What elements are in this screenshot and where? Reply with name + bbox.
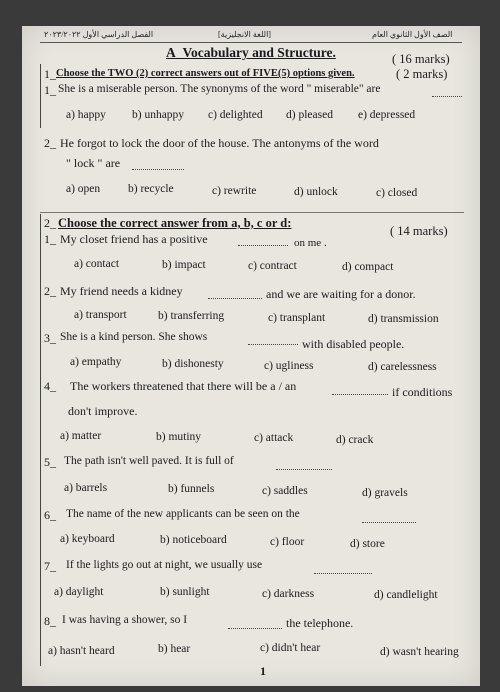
answer-blank (332, 386, 388, 395)
q1-item-2-option-b: b) recycle (128, 183, 174, 195)
q2-item-2-option-a: a) transport (74, 309, 127, 321)
q1-item-2-option-a: a) open (66, 183, 101, 195)
q2-item-3-number: 3_ (44, 331, 56, 345)
q2-item-6-option-c: c) floor (270, 536, 305, 548)
section-title: A_Vocabulary and Structure. (166, 45, 336, 60)
q2-item-2-option-d: d) transmission (368, 313, 439, 325)
q1-item-1-option-c: c) delighted (208, 109, 263, 121)
q1-item-2-number: 2_ (44, 136, 56, 150)
q2-item-2-number: 2_ (44, 284, 56, 298)
answer-blank (228, 620, 282, 629)
answer-blank (132, 161, 184, 170)
answer-blank (208, 290, 262, 299)
q2-item-4-option-d: d) crack (336, 434, 374, 446)
q1-margin-line (40, 64, 41, 128)
q2-item-2-option-b: b) transferring (158, 310, 225, 322)
q2-item-8-option-c: c) didn't hear (260, 642, 321, 654)
q1-item-1-option-d: d) pleased (286, 109, 333, 121)
header-divider (40, 42, 462, 43)
q2-item-4-number: 4_ (44, 379, 56, 393)
q2-item-3-stem: She is a kind person. She shows (60, 331, 208, 343)
q2-item-1-option-b: b) impact (162, 259, 206, 271)
q2-item-3-stem-end: with disabled people. (302, 337, 405, 351)
q1-item-1-option-e: e) depressed (358, 109, 416, 121)
q1-item-2-option-e: c) closed (376, 187, 418, 199)
q2-item-7-stem: If the lights go out at night, we usually use (66, 559, 263, 571)
page-number: 1 (260, 664, 266, 678)
q2-item-4-stem: The workers threatened that there will be a / an (70, 379, 297, 393)
header-grade: الصف الأول الثانوي العام (372, 30, 453, 39)
q2-item-8-stem-end: the telephone. (286, 616, 354, 630)
q2-number: 2_ (44, 216, 56, 230)
q2-item-1-number: 1_ (44, 232, 56, 246)
answer-blank (314, 565, 372, 574)
q2-item-7-number: 7_ (44, 559, 56, 573)
q2-item-6-option-d: d) store (350, 538, 385, 550)
q2-marks: ( 14 marks) (390, 224, 448, 238)
q1-item-1-option-b: b) unhappy (132, 109, 185, 121)
q2-item-4-stem-end: if conditions (392, 385, 453, 399)
q2-item-6-number: 6_ (44, 508, 56, 522)
q1-marks: ( 2 marks) (396, 67, 448, 81)
q2-item-5-number: 5_ (44, 455, 56, 469)
q2-item-1-option-c: c) contract (248, 260, 297, 272)
q2-instruction: Choose the correct answer from a, b, c or d: (58, 216, 292, 230)
q1-instruction: Choose the TWO (2) correct answers out of FIVE(5) options given. (56, 68, 355, 79)
q2-item-2-stem-end: and we are waiting for a donor. (266, 287, 416, 301)
q2-item-3-option-b: b) dishonesty (162, 358, 224, 370)
q2-item-5-stem: The path isn't well paved. It is full of (64, 455, 234, 467)
q1-item-1-option-a: a) happy (66, 109, 106, 121)
q1-item-2-option-d: d) unlock (294, 186, 338, 198)
q2-item-3-option-a: a) empathy (70, 356, 122, 368)
section-divider (40, 212, 464, 213)
header-subject: [اللغة الانجليزية] (218, 30, 271, 39)
q1-item-2-stem: He forgot to lock the door of the house. The antonyms of the word (60, 136, 379, 150)
q2-item-5-option-b: b) funnels (168, 483, 215, 495)
q2-item-4-option-b: b) mutiny (156, 431, 202, 443)
q2-item-7-option-b: b) sunlight (160, 586, 210, 598)
q2-item-1-option-a: a) contact (74, 258, 120, 270)
q2-item-2-option-c: c) transplant (268, 312, 326, 324)
q2-item-4-stem-cont: don't improve. (68, 404, 138, 418)
exam-page (22, 26, 480, 686)
q2-item-1-option-d: d) compact (342, 261, 394, 273)
q2-item-5-option-c: c) saddles (262, 485, 308, 497)
q2-item-3-option-c: c) ugliness (264, 360, 314, 372)
q2-item-6-option-b: b) noticeboard (160, 534, 227, 546)
header-term: الفصل الدراسي الأول ٢٠٢٣/٢٠٢٢ (44, 30, 154, 39)
q2-item-8-option-a: a) hasn't heard (48, 645, 115, 657)
q2-margin-line (40, 214, 41, 666)
q2-item-3-option-d: d) carelessness (368, 361, 437, 373)
q1-item-1-stem: She is a miserable person. The synonyms of the word " miserable" are (58, 83, 381, 95)
q2-item-7-option-d: d) candlelight (374, 589, 438, 601)
q1-item-1-number: 1_ (44, 83, 56, 97)
answer-blank (432, 88, 462, 97)
section-marks: ( 16 marks) (392, 52, 450, 66)
answer-blank (248, 336, 298, 345)
q2-item-7-option-c: c) darkness (262, 588, 315, 600)
q2-item-2-stem: My friend needs a kidney (60, 284, 183, 298)
answer-blank (276, 461, 332, 470)
q2-item-7-option-a: a) daylight (54, 586, 104, 598)
q2-item-5-option-a: a) barrels (64, 482, 108, 494)
q2-item-8-number: 8_ (44, 614, 56, 628)
q2-item-8-option-b: b) hear (158, 643, 191, 655)
q2-item-1-stem-end: on me . (294, 237, 327, 249)
q1-number: 1_ (44, 67, 56, 81)
q2-item-8-stem: I was having a shower, so I (62, 614, 188, 626)
answer-blank (362, 514, 416, 523)
q2-item-6-option-a: a) keyboard (60, 533, 115, 545)
q2-item-4-option-a: a) matter (60, 430, 102, 442)
q2-item-4-option-c: c) attack (254, 432, 294, 444)
q2-item-5-option-d: d) gravels (362, 487, 408, 499)
q2-item-8-option-d: d) wasn't hearing (380, 646, 459, 658)
answer-blank (238, 237, 288, 246)
q2-item-1-stem: My closet friend has a positive (60, 232, 208, 246)
q1-item-2-stem-cont: " lock " are (66, 156, 121, 170)
q2-item-6-stem: The name of the new applicants can be seen on the (66, 508, 300, 520)
q1-item-2-option-c: c) rewrite (212, 185, 257, 197)
